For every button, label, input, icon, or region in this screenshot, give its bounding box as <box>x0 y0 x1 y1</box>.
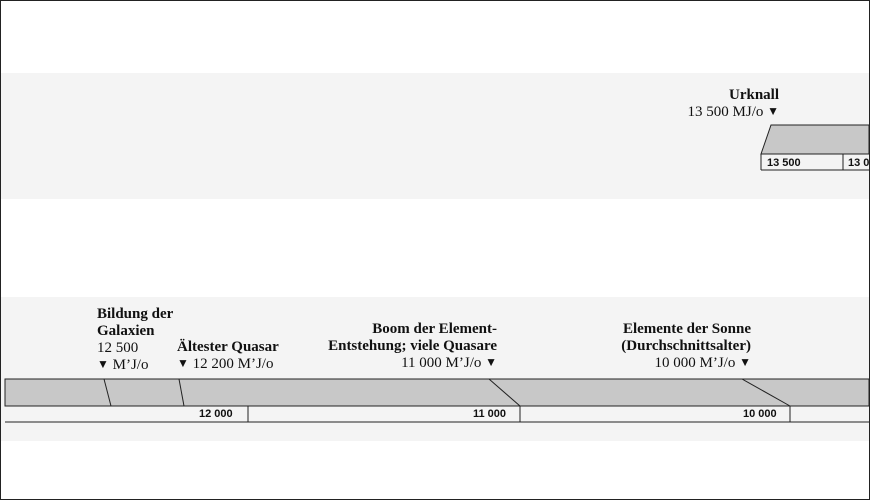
event-date-urknall <box>661 104 779 121</box>
event-date-text: 10 000 M’J/o <box>654 355 736 371</box>
lower-timeline-bar <box>5 379 869 406</box>
down-triangle-icon: ▼ <box>739 355 751 369</box>
event-title-line: Boom der Element- <box>372 321 497 337</box>
lower-tick-label: 10 000 <box>743 408 777 420</box>
event-date-sonne <box>631 355 751 372</box>
upper-tick-label: 13 0 <box>848 157 869 169</box>
lower-tick-label: 12 000 <box>199 408 233 420</box>
event-title-line: (Durchschnittsalter) <box>621 338 751 354</box>
down-triangle-icon: ▼ <box>97 357 109 371</box>
lower-tick-label: 11 000 <box>473 408 507 420</box>
event-title-urknall: Urknall <box>728 87 779 103</box>
event-date-text: 13 500 MJ/o <box>687 104 764 120</box>
event-title-quasar: Ältester Quasar <box>177 339 279 355</box>
event-date-text: 11 000 M’J/o <box>401 355 482 371</box>
event-date-text: 12 500 <box>97 340 139 356</box>
upper-tick-label: 13 500 <box>767 157 801 169</box>
event-title-line: Entstehung; viele Quasare <box>328 338 497 354</box>
event-title-line: Bildung der <box>97 306 174 322</box>
event-title-galaxien <box>97 306 173 340</box>
event-title-line: Elemente der Sonne <box>622 321 751 337</box>
event-date-text: 12 200 M’J/o <box>192 356 274 372</box>
down-triangle-icon: ▼ <box>767 104 779 118</box>
event-title-sonne <box>591 321 751 355</box>
event-title-line: Galaxien <box>97 323 155 339</box>
upper-timeline-bar <box>761 125 869 154</box>
event-date-text: M’J/o <box>112 357 149 373</box>
event-date-galaxien <box>97 340 148 374</box>
event-date-boom <box>377 355 497 372</box>
down-triangle-icon: ▼ <box>485 355 497 369</box>
down-triangle-icon: ▼ <box>177 356 189 370</box>
event-date-quasar <box>177 356 273 373</box>
event-title-boom <box>297 321 497 355</box>
timeline-graphics <box>1 1 869 499</box>
